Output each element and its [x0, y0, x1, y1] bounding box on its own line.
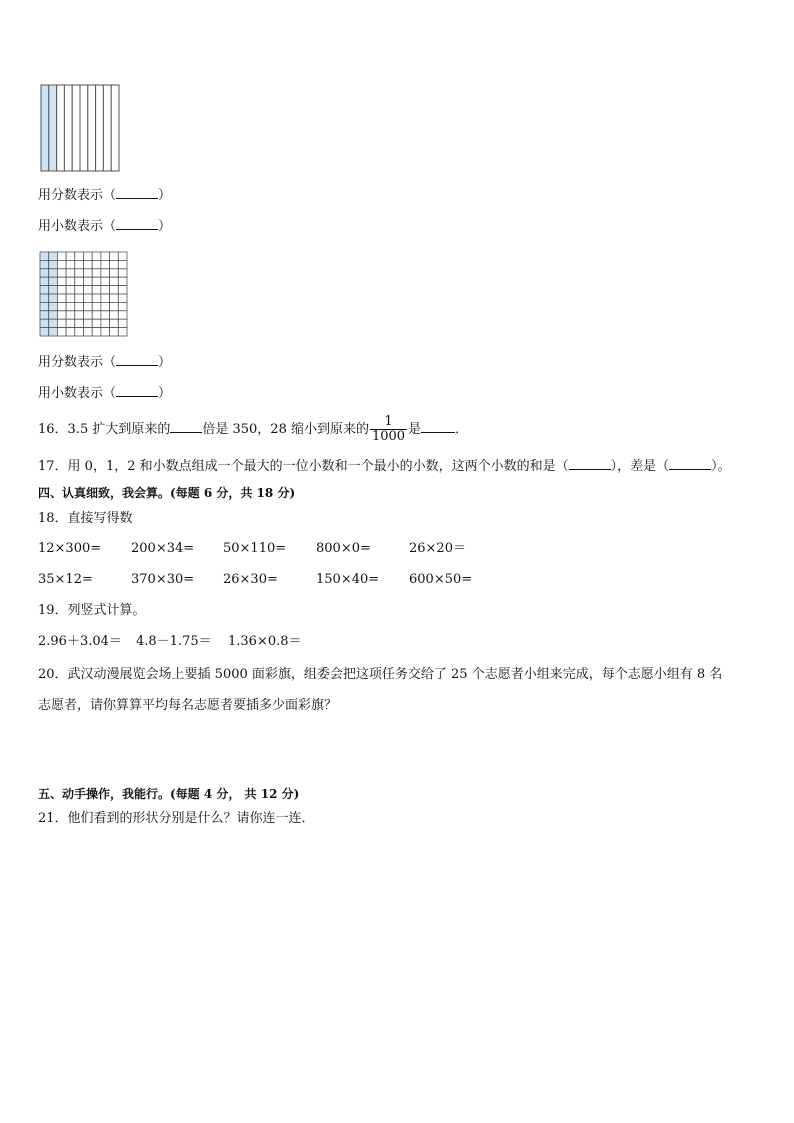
calc-item: 370×30= [131, 572, 195, 587]
grid-cell [110, 252, 119, 260]
grid-cell [66, 269, 75, 277]
calc-item: 50×110= [223, 541, 287, 556]
grid-cell [84, 252, 93, 260]
grid-cell [57, 286, 66, 294]
grid-cell [118, 286, 127, 294]
question-18-title: 18．直接写得数 [38, 511, 133, 526]
grid-fraction-diagram [39, 251, 128, 337]
grid-cell [110, 302, 119, 310]
grid-cell [110, 319, 119, 327]
grid-cell [75, 302, 84, 310]
grid-cell [92, 277, 101, 285]
grid-cell [110, 328, 119, 336]
question-17: 17．用 0，1，2 和小数点组成一个最大的一位小数和一个最小的小数，这两个小数的和是（ ），差是（ ）。 [38, 459, 731, 474]
shaded-cell [49, 286, 58, 294]
answer-blank[interactable] [669, 457, 711, 470]
strip [80, 85, 88, 171]
grid-cell [84, 319, 93, 327]
answer-blank[interactable] [116, 186, 158, 199]
grid-cell [57, 260, 66, 268]
strip-fraction-diagram [40, 84, 120, 172]
strip [111, 85, 119, 171]
grid-cell [101, 311, 110, 319]
grid-cell [118, 311, 127, 319]
grid-cell [84, 260, 93, 268]
calc-item: 200×34= [131, 541, 195, 556]
calc-item: 150×40= [316, 572, 380, 587]
grid-cell [118, 260, 127, 268]
grid-cell [84, 269, 93, 277]
grid-cell [101, 269, 110, 277]
grid-cell [118, 328, 127, 336]
calc-item: 12×300= [38, 541, 102, 556]
grid-cell [57, 319, 66, 327]
strip [72, 85, 80, 171]
strip [88, 85, 96, 171]
shaded-cell [49, 269, 58, 277]
shaded-cell [40, 294, 49, 302]
fraction-one-thousandth: $\frac{1}{1000}$ [371, 414, 406, 444]
grid-cell [118, 252, 127, 260]
calc-item: 26×30= [223, 572, 278, 587]
grid-cell [57, 302, 66, 310]
shaded-cell [40, 286, 49, 294]
shaded-cell [40, 328, 49, 336]
shaded-cell [49, 260, 58, 268]
answer-blank[interactable] [116, 217, 158, 230]
shaded-cell [40, 269, 49, 277]
grid-cell [92, 328, 101, 336]
shaded-cell [49, 277, 58, 285]
grid-cell [66, 302, 75, 310]
shaded-cell [40, 302, 49, 310]
grid-cell [92, 260, 101, 268]
grid-cell [92, 294, 101, 302]
answer-blank[interactable] [116, 384, 158, 397]
shaded-cell [40, 260, 49, 268]
grid-cell [110, 260, 119, 268]
grid-cell [92, 269, 101, 277]
question-19-title: 19．列竖式计算。 [38, 603, 146, 618]
grid-cell [57, 277, 66, 285]
grid-cell [84, 328, 93, 336]
question-16: 16．3.5 扩大到原来的 倍是 350，28 缩小到原来的 $\frac{1}{1000}$ 是 ． [38, 414, 469, 444]
grid-cell [66, 252, 75, 260]
shaded-cell [49, 252, 58, 260]
calc-item: 4.8－1.75＝ [136, 634, 212, 649]
grid-cell [118, 294, 127, 302]
grid-cell [66, 294, 75, 302]
shaded-strip [49, 85, 57, 171]
grid-cell [110, 294, 119, 302]
grid-cell [101, 286, 110, 294]
strip [96, 85, 104, 171]
fig1-decimal-prompt: 用小数表示（ ） [38, 219, 172, 234]
question-20-line2: 志愿者，请你算算平均每名志愿者要插多少面彩旗？ [38, 698, 338, 713]
answer-blank[interactable] [116, 353, 158, 366]
fig2-decimal-prompt: 用小数表示（ ） [38, 386, 172, 401]
grid-cell [75, 252, 84, 260]
shaded-cell [40, 252, 49, 260]
grid-cell [57, 269, 66, 277]
grid-cell [57, 328, 66, 336]
grid-cell [92, 319, 101, 327]
calc-item: 1.36×0.8＝ [228, 634, 302, 649]
grid-cell [110, 269, 119, 277]
grid-cell [118, 302, 127, 310]
question-20-line1: 20．武汉动漫展览会场上要插 5000 面彩旗，组委会把这项任务交给了 25 个志愿者小组来完成，每个志愿小组有 8 名 [38, 667, 723, 682]
grid-cell [110, 286, 119, 294]
grid-cell [66, 328, 75, 336]
grid-cell [66, 311, 75, 319]
fig2-fraction-prompt: 用分数表示（ ） [38, 355, 172, 370]
grid-cell [110, 277, 119, 285]
grid-cell [66, 260, 75, 268]
answer-blank[interactable] [569, 457, 611, 470]
fig1-fraction-prompt: 用分数表示（ ） [38, 188, 172, 203]
shaded-cell [49, 319, 58, 327]
grid-cell [75, 286, 84, 294]
grid-cell [84, 302, 93, 310]
shaded-cell [49, 311, 58, 319]
grid-cell [66, 277, 75, 285]
question-21-title: 21．他们看到的形状分别是什么？请你连一连． [38, 811, 315, 826]
grid-cell [118, 319, 127, 327]
calc-item: 600×50= [409, 572, 473, 587]
calc-item: 35×12= [38, 572, 93, 587]
calc-item: 26×20＝ [409, 541, 466, 556]
grid-cell [57, 252, 66, 260]
grid-cell [92, 252, 101, 260]
grid-cell [75, 260, 84, 268]
strip [57, 85, 65, 171]
grid-cell [92, 302, 101, 310]
shaded-strip [41, 85, 49, 171]
grid-cell [101, 277, 110, 285]
grid-cell [101, 328, 110, 336]
grid-cell [66, 319, 75, 327]
answer-blank[interactable] [170, 420, 202, 433]
grid-cell [92, 311, 101, 319]
section-4-title: 四、认真细致，我会算。(每题 6 分，共 18 分) [38, 486, 296, 500]
grid-cell [75, 269, 84, 277]
shaded-cell [40, 277, 49, 285]
grid-cell [101, 294, 110, 302]
grid-cell [84, 294, 93, 302]
grid-cell [118, 277, 127, 285]
answer-blank[interactable] [421, 420, 455, 433]
grid-cell [92, 286, 101, 294]
grid-cell [75, 319, 84, 327]
shaded-cell [49, 294, 58, 302]
grid-cell [66, 286, 75, 294]
grid-cell [84, 277, 93, 285]
grid-cell [84, 286, 93, 294]
calc-item: 2.96＋3.04＝ [38, 634, 122, 649]
grid-cell [101, 252, 110, 260]
shaded-cell [49, 302, 58, 310]
grid-cell [101, 302, 110, 310]
grid-cell [84, 311, 93, 319]
grid-cell [118, 269, 127, 277]
grid-cell [75, 277, 84, 285]
grid-cell [101, 260, 110, 268]
grid-cell [57, 311, 66, 319]
section-5-title: 五、动手操作，我能行。(每题 4 分， 共 12 分) [38, 787, 300, 801]
grid-cell [110, 311, 119, 319]
grid-cell [75, 328, 84, 336]
strip [64, 85, 72, 171]
grid-cell [57, 294, 66, 302]
shaded-cell [40, 311, 49, 319]
shaded-cell [40, 319, 49, 327]
shaded-cell [49, 328, 58, 336]
calc-item: 800×0= [316, 541, 371, 556]
grid-cell [101, 319, 110, 327]
grid-cell [75, 311, 84, 319]
grid-cell [75, 294, 84, 302]
strip [103, 85, 111, 171]
